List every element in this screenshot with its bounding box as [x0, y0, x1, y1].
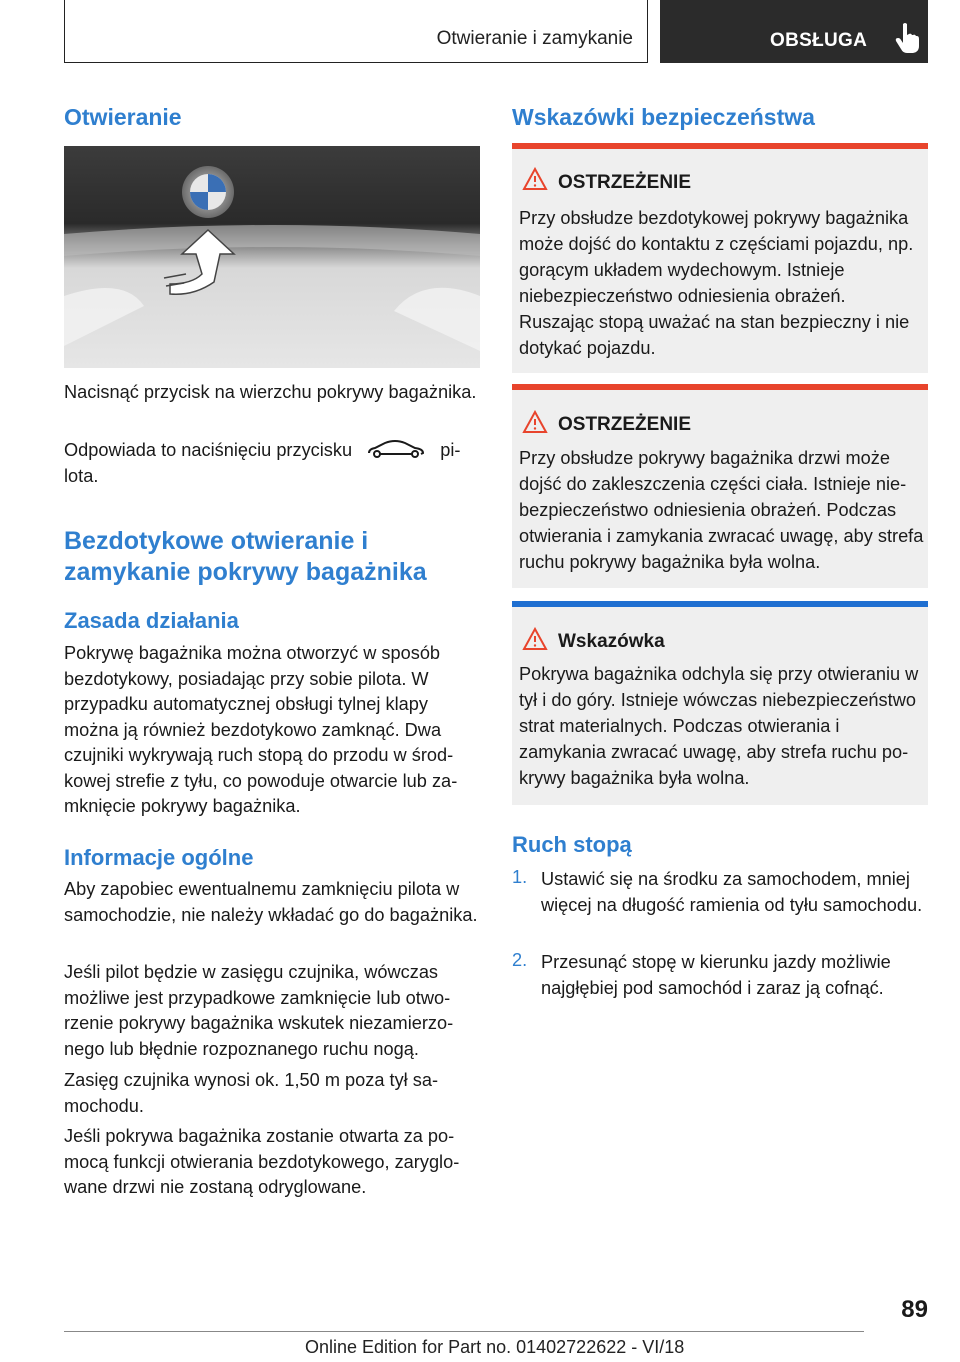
warning-title: OSTRZEŻENIE — [558, 172, 692, 193]
trunk-button-photo — [64, 146, 480, 368]
hint-bar — [512, 601, 928, 607]
para-zasada: Pokrywę bagażnika można otworzyć w sposób bezdotykowy, posiadając przy sobie pilota. W przypadku automatycznej obsługi tylnej klapy można ją również bezdotykowo zamknąć. Dwa czujniki wykrywają ruch stopą do przodu w środkowej strefie z tyłu, co powoduje otwarcie lub zamknięcie pokrywy bagażnika. — [64, 643, 458, 816]
warning-text: Przy obsłudze bezdotykowej pokrywy bagażnika może dojść do kontaktu z częściami pojazdu, np. gorącym układem wydechowym. Istnieje niebezpieczeństwo odniesienia obrażeń. Ruszając stopą uważać na stan bezpieczny i nie dotykać pojazdu. — [519, 208, 914, 358]
heading-ruch-stopa: Ruch stopą — [512, 832, 632, 857]
para-odpowiada — [64, 438, 480, 489]
para-info-3: Zasięg czujnika wynosi ok. 1,50 m poza tył samochodu. — [64, 1070, 439, 1116]
heading-wskazowki: Wskazówki bezpieczeństwa — [512, 104, 815, 130]
para-odpowiada-text: Odpowiada to naciśnięciu przycisku — [64, 440, 353, 460]
warning-title: OSTRZEŻENIE — [558, 414, 692, 435]
warning-triangle-icon — [522, 627, 548, 651]
step-number: 2. — [512, 950, 528, 970]
warning-triangle-icon — [522, 410, 548, 434]
warning-triangle-icon — [522, 167, 548, 191]
footer-divider — [64, 1331, 864, 1332]
header-section-title: Otwieranie i zamykanie — [436, 28, 633, 49]
para-info-2: Jeśli pilot będzie w zasięgu czujnika, wówczas możliwe jest przypadkowe zamknięcie lub otworzenie pokrywy bagażnika wskutek niezamierzonego lub błędnie rozpoznanego ruchu nogą. — [64, 962, 454, 1059]
warning-box-2 — [512, 384, 928, 588]
car-remote-icon — [365, 439, 427, 459]
step-text: Przesunąć stopę w kierunku jazdy możliwie najgłębiej pod samochód i zaraz ją cofnąć. — [541, 952, 891, 998]
para-info-1: Aby zapobiec ewentualnemu zamknięciu pilota w samochodzie, nie należy wkładać go do bagażnika. — [64, 879, 478, 925]
warning-box-1 — [512, 143, 928, 373]
warning-bar — [512, 143, 928, 149]
hint-text: Pokrywa bagażnika odchyla się przy otwieraniu w tył i do góry. Istnieje wówczas niebezpieczeństwo strat materialnych. Podczas otwierania i zamykania zwracać uwagę, aby strefa ruchu pokrywy bagażnika była wolna. — [519, 664, 919, 788]
step-number: 1. — [512, 867, 528, 887]
para-info-4: Jeśli pokrywa bagażnika zostanie otwarta za pomocą funkcji otwierania bezdotykowego, zaryglowane drzwi nie zostaną odryglowane. — [64, 1126, 460, 1197]
page-number: 89 — [901, 1296, 928, 1323]
hand-pointer-icon — [894, 22, 920, 54]
para-nacisnac: Nacisnąć przycisk na wierzchu pokrywy bagażnika. — [64, 382, 477, 402]
heading-zasada: Zasada działania — [64, 608, 239, 633]
para-odpowiada-text-2: pi- — [440, 440, 461, 460]
warning-bar — [512, 384, 928, 390]
heading-otwieranie: Otwieranie — [64, 104, 182, 130]
para-odpowiada-text-3: lota. — [64, 465, 99, 486]
warning-text: Przy obsłudze pokrywy bagażnika drzwi może dojść do zakleszczenia części ciała. Istnieje niebezpieczeństwo odniesienia obrażeń. Podczas otwierania i zamykania zwracać uwagę, aby strefa ruchu pokrywy bagażnika była wolna. — [519, 448, 924, 572]
header-chapter-box — [660, 0, 928, 63]
header-section-box — [64, 0, 648, 63]
hint-box — [512, 601, 928, 805]
hint-title: Wskazówka — [558, 631, 665, 652]
footer-edition: Online Edition for Part no. 01402722622 - VI/18 — [305, 1337, 685, 1357]
heading-bezdotykowe: Bezdotykowe otwieranie i zamykanie pokrywy bagażnika — [64, 527, 427, 586]
step-text: Ustawić się na środku za samochodem, mniej więcej na długość ramienia od tyłu samochodu. — [541, 869, 923, 915]
heading-informacje: Informacje ogólne — [64, 845, 254, 870]
header-chapter-title: OBSŁUGA — [770, 30, 868, 51]
